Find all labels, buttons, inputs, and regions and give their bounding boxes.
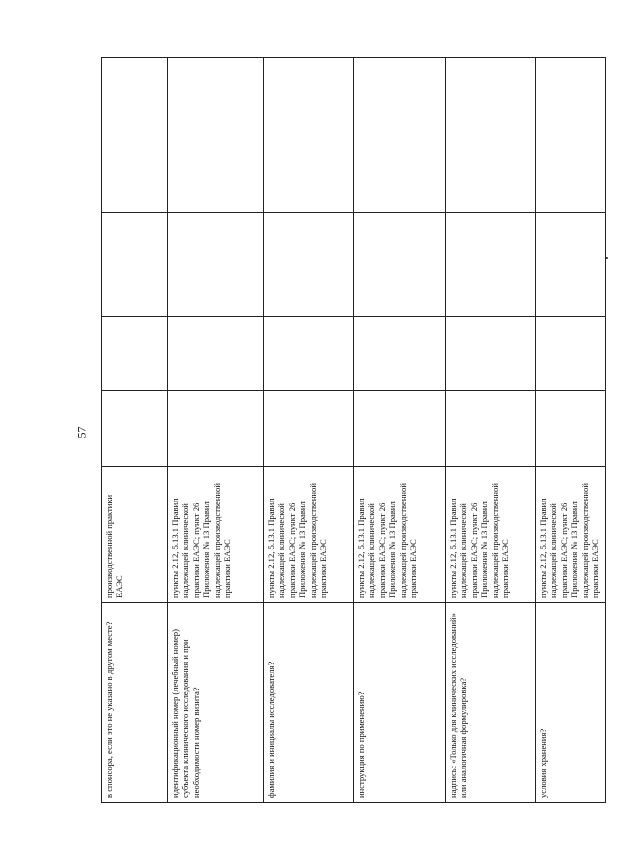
notes-cell: [264, 58, 354, 213]
checklist-table: [101, 57, 606, 803]
notes-cell: [168, 58, 264, 213]
notes-cell: [446, 58, 536, 213]
answer-no-cell: [354, 317, 446, 391]
question-cell: условия хранения?: [536, 603, 606, 803]
checklist-table-container: [101, 58, 605, 803]
reference-cell: пункты 2.12, 5.13.1 Правил надлежащей клинической практики ЕАЭС; пункт 26 Приложения № 13 Правил надлежащей производственной практики ЕАЭС: [446, 467, 536, 603]
answer-yes-cell: [446, 391, 536, 467]
table-row: [354, 58, 446, 803]
reference-cell: производственной практики ЕАЭС: [102, 467, 168, 603]
notes-cell: [354, 58, 446, 213]
table-row: [446, 58, 536, 803]
table-row: [102, 58, 168, 803]
answer-na-cell: [536, 213, 606, 317]
answer-yes-cell: [536, 391, 606, 467]
reference-cell: пункты 2.12, 5.13.1 Правил надлежащей клинической практики ЕАЭС; пункт 26 Приложения № 13 Правил надлежащей производственной практики ЕАЭС: [354, 467, 446, 603]
notes-cell: [102, 58, 168, 213]
reference-cell: пункты 2.12, 5.13.1 Правил надлежащей клинической практики ЕАЭС; пункт 26 Приложения № 13 Правил надлежащей производственной практики ЕАЭС: [264, 467, 354, 603]
answer-yes-cell: [354, 391, 446, 467]
page-number: 57: [74, 426, 89, 439]
question-cell: в спонсора, если это не указано в другом месте?: [102, 603, 168, 803]
question-cell: инструкция по применению?: [354, 603, 446, 803]
answer-yes-cell: [102, 391, 168, 467]
answer-na-cell: [168, 213, 264, 317]
answer-na-cell: [102, 213, 168, 317]
answer-na-cell: [354, 213, 446, 317]
question-cell: идентификационный номер (лечебный номер) субъекта клинического исследования и при необходимости номер визита?: [168, 603, 264, 803]
notes-cell: [536, 58, 606, 213]
checklist-table-landscape: [101, 58, 605, 803]
answer-no-cell: [168, 317, 264, 391]
reference-cell: пункты 2.12, 5.13.1 Правил надлежащей клинической практики ЕАЭС; пункт 26 Приложения № 13 Правил надлежащей производственной практики ЕАЭС: [536, 467, 606, 603]
table-row: [536, 58, 606, 803]
answer-yes-cell: [168, 391, 264, 467]
table-row: [264, 58, 354, 803]
answer-na-cell: [264, 213, 354, 317]
question-cell: фамилия и инициалы исследователя?: [264, 603, 354, 803]
answer-no-cell: [536, 317, 606, 391]
scan-speck: [605, 257, 608, 259]
answer-no-cell: [264, 317, 354, 391]
answer-na-cell: [446, 213, 536, 317]
answer-yes-cell: [264, 391, 354, 467]
table-row: [168, 58, 264, 803]
reference-cell: пункты 2.12, 5.13.1 Правил надлежащей клинической практики ЕАЭС; пункт 26 Приложения № 13 Правил надлежащей производственной практики ЕАЭС: [168, 467, 264, 603]
question-cell: надпись: «Только для клинических исследований» или аналогичная формулировка?: [446, 603, 536, 803]
answer-no-cell: [102, 317, 168, 391]
answer-no-cell: [446, 317, 536, 391]
